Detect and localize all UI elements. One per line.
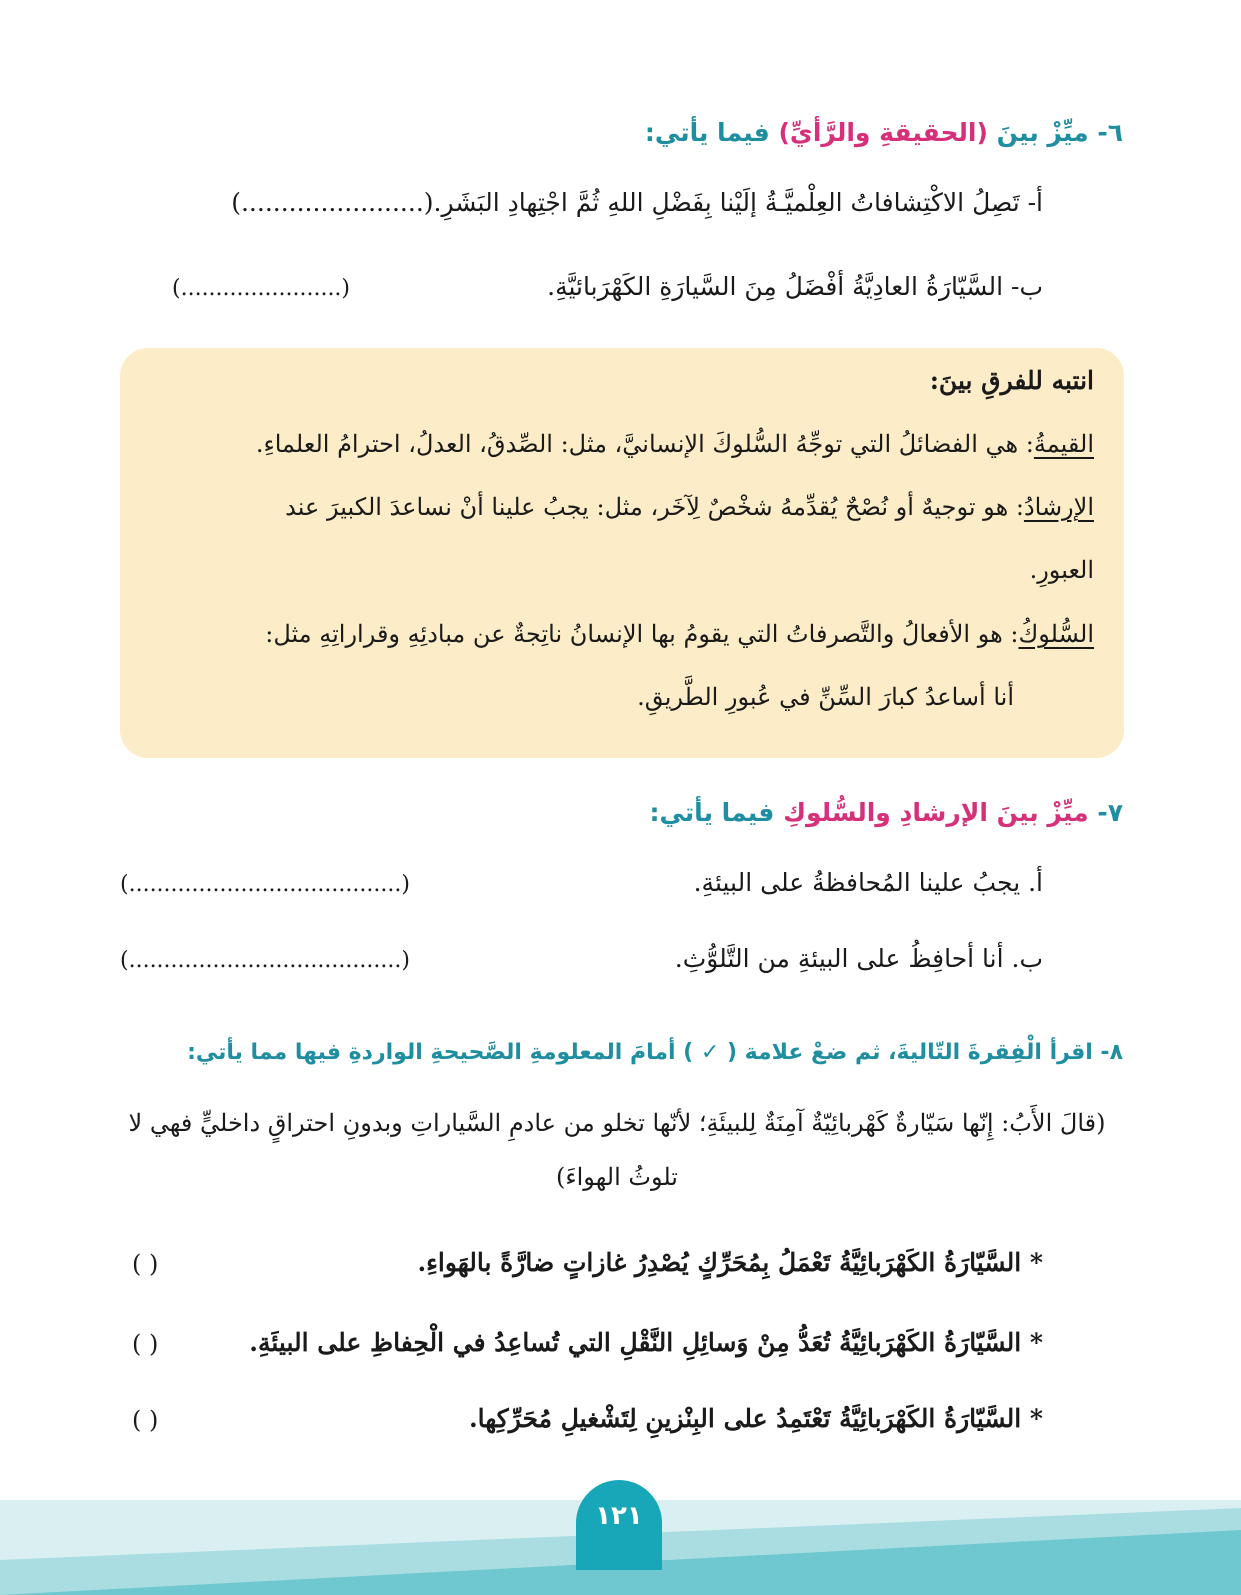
q8-item-2: * السَّيّارَةُ الكَهْرَبائِيَّةُ تُعَدُّ مِنْ وَسائِلِ النَّقْلِ التي تُساعِدُ في الْحِفاظِ على البيئَةِ. bbox=[249, 1328, 1043, 1357]
q7-title-suffix: فيما يأتي: bbox=[649, 798, 784, 827]
note-value-line bbox=[256, 430, 1094, 458]
note-box bbox=[120, 348, 1124, 758]
q8-item-1: * السَّيّارَةُ الكَهْرَبائِيَّةُ تَعْمَلُ بِمُحَرِّكٍ يُصْدِرُ غازاتٍ ضارَّةً بالهَواءِ. bbox=[417, 1248, 1043, 1277]
q7-item-a-blank[interactable]: (.......................................) bbox=[120, 872, 410, 897]
note-behavior-cont: أنا أساعدُ كبارَ السِّنِّ في عُبورِ الطَّريقِ. bbox=[637, 683, 1014, 711]
q6-title-prefix: ٦- ميِّزْ بينَ bbox=[987, 118, 1123, 147]
q8-check-3[interactable]: ( ) bbox=[132, 1406, 159, 1434]
note-term-guidance: الإرشادُ bbox=[1023, 493, 1094, 521]
q6-title-highlight: (الحقيقةِ والرَّأيِّ) bbox=[778, 118, 988, 147]
page-number-badge bbox=[576, 1480, 662, 1570]
q6-title-suffix: فيما يأتي: bbox=[644, 118, 779, 147]
q8-paragraph: (قالَ الأَبُ: إِنّها سَيّارةٌ كَهْربائِيّةٌ آمِنَةٌ لِلبيئَةِ؛ لأنّها تخلو من عادمِ السَّياراتِ وبدونِ احتراقٍ داخليٍّ فهي لا تلوثُ الهواءَ) bbox=[128, 1109, 1106, 1191]
q6-item-a: أ- تَصِلُ الاكْتِشافاتُ العِلْميَّـةُ إلَيْنا بِفَضْلِ اللهِ ثُمَّ اجْتِهادِ البَشَرِ.(.......................) bbox=[231, 188, 1043, 217]
q7-item-b: ب. أنا أحافِظُ على البيئةِ من التَّلوُّثِ. bbox=[674, 944, 1043, 973]
q8-item-3: * السَّيّارَةُ الكَهْرَبائِيَّةُ تَعْتَمِدُ على البِنْزينِ لِتَشْغيلِ مُحَرِّكِها. bbox=[468, 1404, 1043, 1433]
q7-title bbox=[650, 798, 1124, 827]
note-guidance-text: : هو توجيهٌ أو نُصْحٌ يُقدِّمهُ شخْصٌ لِآخَر، مثل: يجبُ علينا أنْ نساعدَ الكبيرَ عند bbox=[285, 493, 1024, 521]
q7-title-highlight: ميِّزْ بينَ الإرشادِ والسُّلوكِ bbox=[783, 798, 1089, 827]
q8-title: ٨- اقرأ الْفِقرةَ التّاليةَ، ثم ضعْ علامة ( ✓ ) أمامَ المعلومةِ الصَّحيحةِ الواردةِ فيها مما يأتي: bbox=[187, 1040, 1123, 1065]
q7-title-prefix: ٧- bbox=[1088, 798, 1123, 827]
q7-item-a: أ. يجبُ علينا المُحافظةُ على البيئةِ. bbox=[693, 868, 1043, 897]
note-term-value: القيمةُ bbox=[1033, 430, 1094, 458]
page-number: ١٢١ bbox=[595, 1501, 643, 1531]
note-guidance-cont: العبورِ. bbox=[1029, 556, 1094, 584]
q6-title bbox=[645, 118, 1123, 147]
note-term-behavior: السُّلوكُ bbox=[1018, 620, 1094, 648]
note-value-text: : هي الفضائلُ التي توجِّهُ السُّلوكَ الإنسانيَّ، مثل: الصِّدقُ، العدلُ، احترامُ العلماءِ. bbox=[255, 430, 1034, 458]
note-behavior-line bbox=[265, 620, 1094, 648]
q6-item-b-blank[interactable]: (.......................) bbox=[172, 276, 351, 301]
note-title: انتبه للفرقِ بينَ: bbox=[929, 366, 1094, 395]
q7-item-b-blank[interactable]: (.......................................) bbox=[120, 948, 410, 973]
q6-item-b: ب- السَّيّارَةُ العادِيَّةُ أفْضَلُ مِنَ السَّيارَةِ الكَهْرَبائيَّةِ. bbox=[547, 272, 1043, 301]
q8-check-1[interactable]: ( ) bbox=[132, 1250, 159, 1278]
q8-check-2[interactable]: ( ) bbox=[132, 1330, 159, 1358]
note-guidance-line bbox=[285, 493, 1094, 521]
note-behavior-text: : هو الأفعالُ والتَّصرفاتُ التي يقومُ بها الإنسانُ ناتِجةٌ عن مبادئِهِ وقراراتِهِ مثل: bbox=[265, 620, 1019, 648]
